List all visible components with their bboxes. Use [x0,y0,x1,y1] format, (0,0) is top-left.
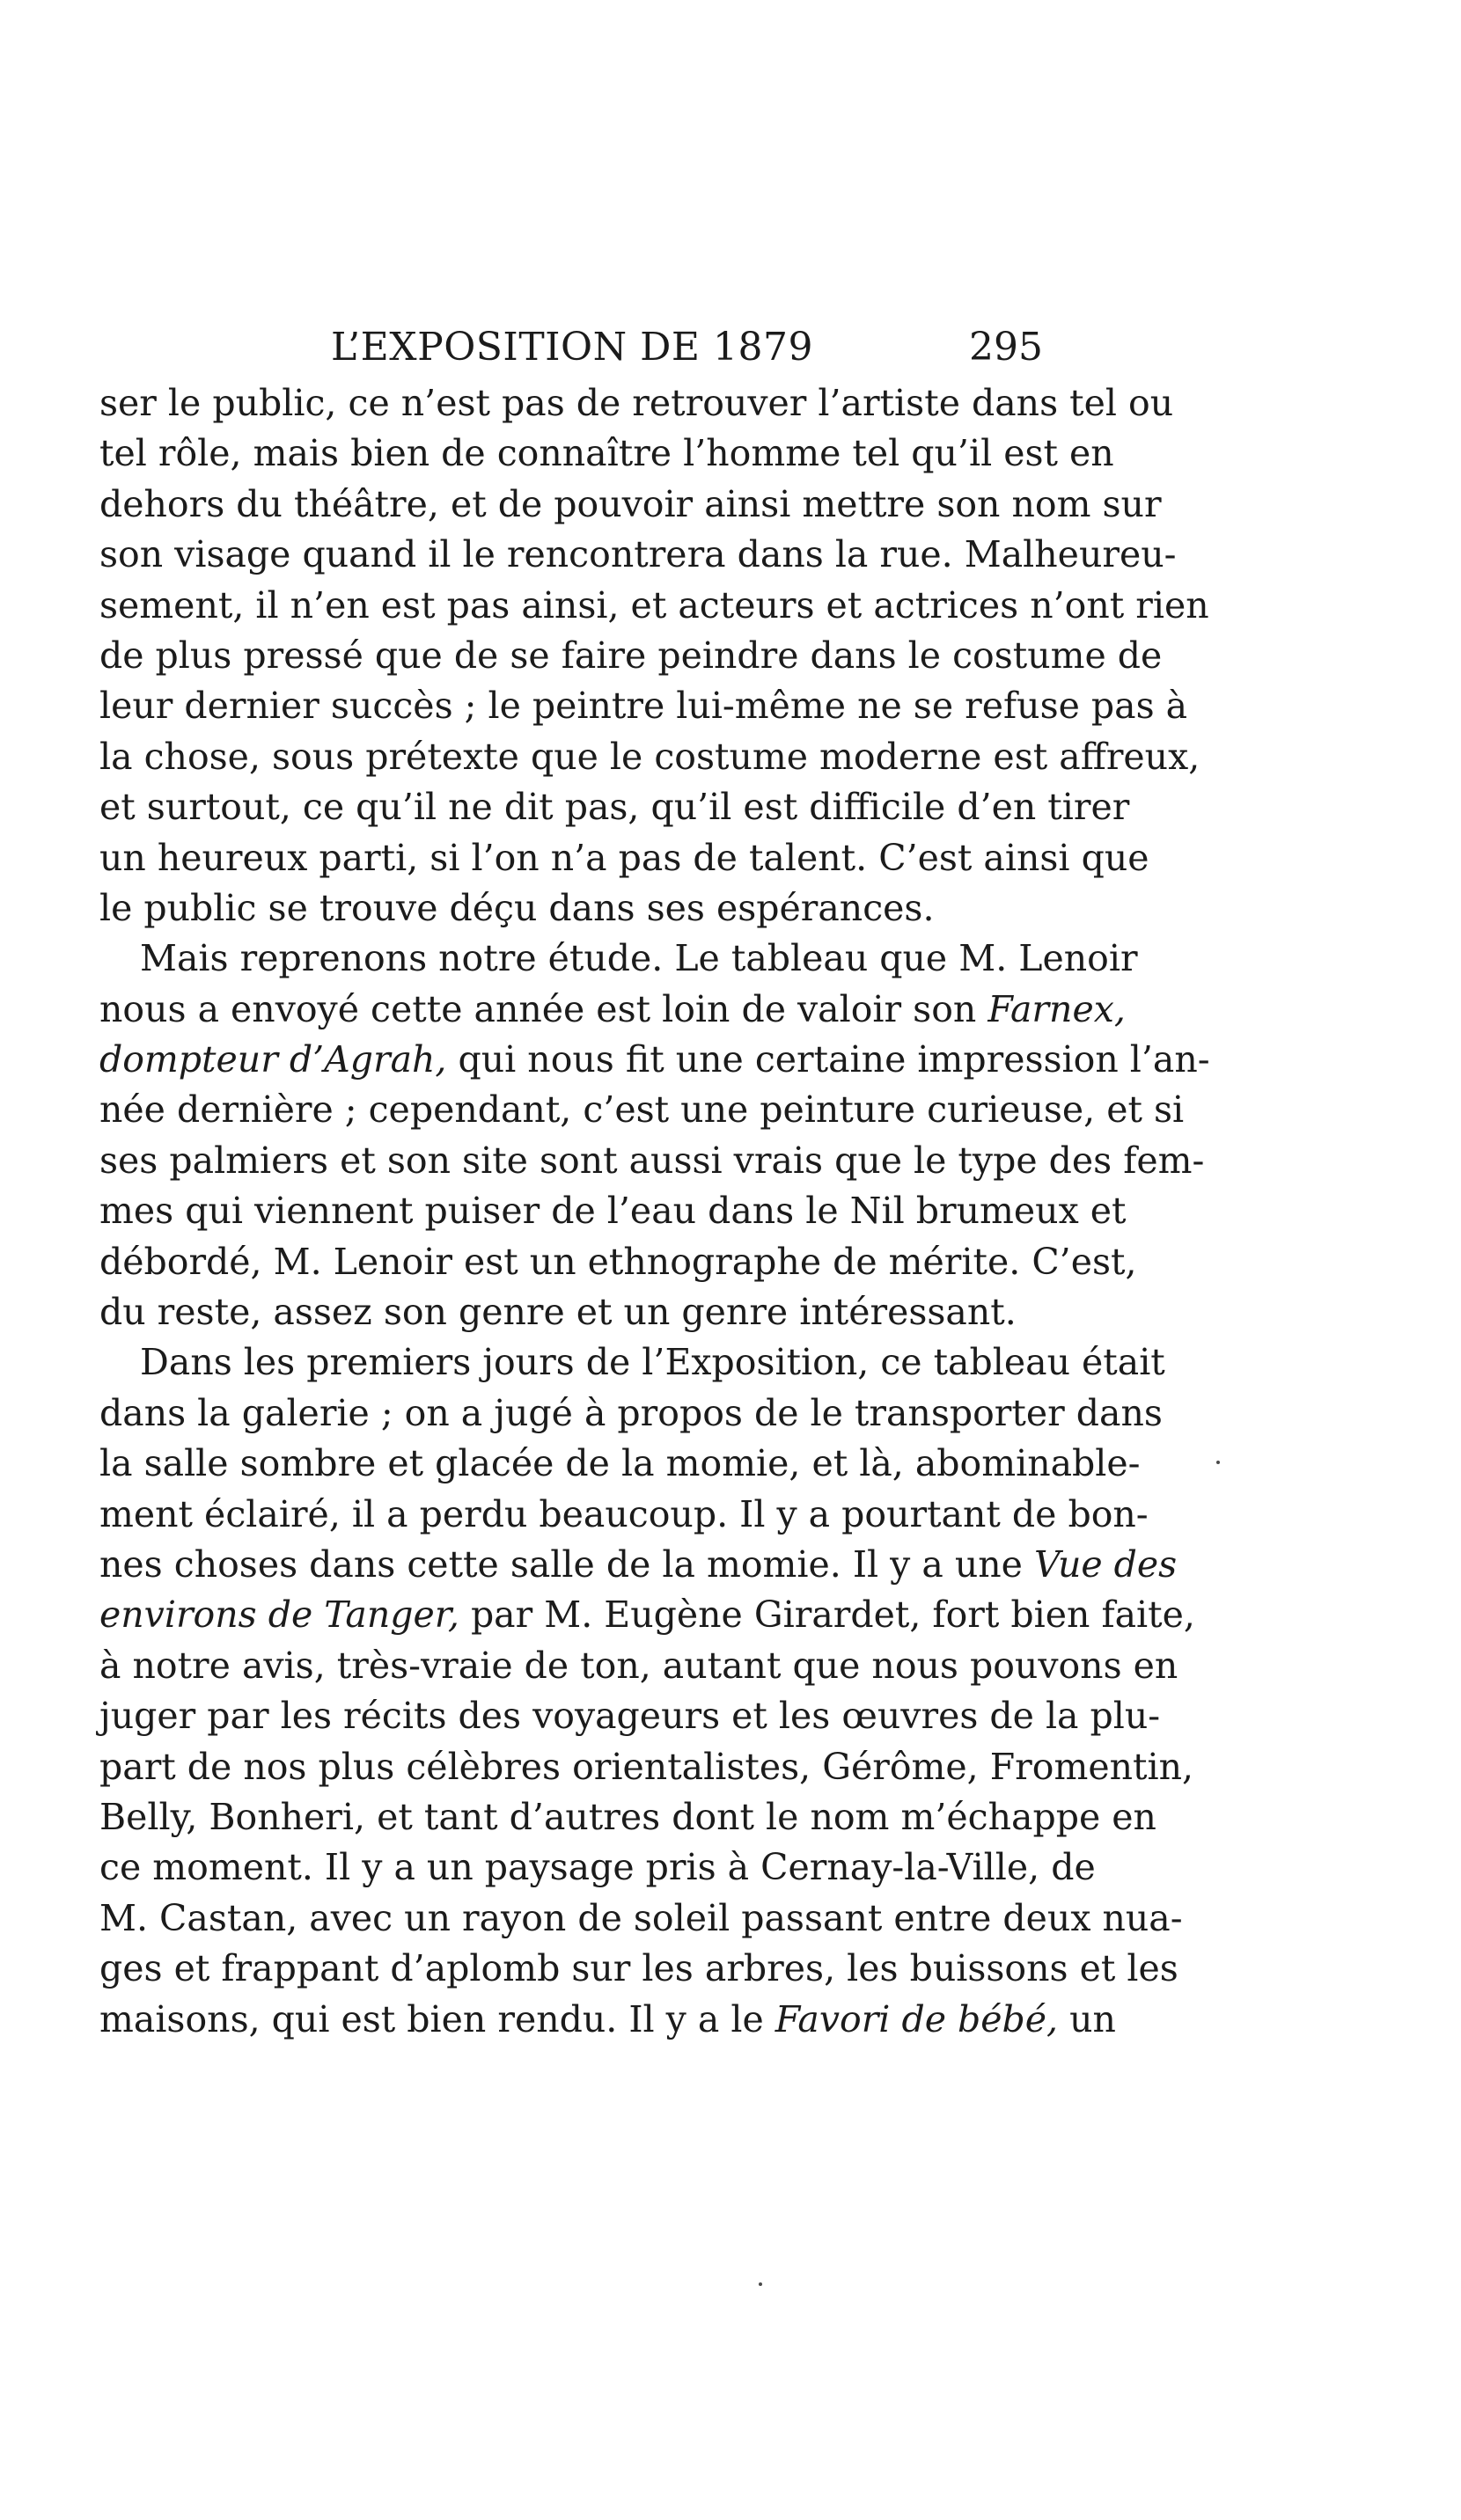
text-line [99,581,1209,631]
text-run: son visage quand il le rencontrera dans la rue. Malheureu- [99,533,1177,576]
text-line [99,1136,1205,1186]
text-line [99,1540,1178,1590]
italic-title: Vue des [1033,1542,1178,1586]
text-line [99,1085,1185,1135]
text-run: part de nos plus célèbres orientalistes, Gérôme, Fromentin, [99,1745,1194,1788]
text-run: ce moment. Il y a un paysage pris à Cernay-la-Ville, de [99,1846,1096,1889]
text-line [99,883,1041,934]
text-line [99,1439,1141,1489]
text-run: dehors du théâtre, et de pouvoir ainsi mettre son nom sur [99,482,1162,525]
text-line [99,1944,1178,1994]
text-run: du reste, assez son genre et un genre intéressant. [99,1291,1017,1334]
text-line [99,1691,1161,1741]
text-run: ges et frappant d’aplomb sur les arbres, les buissons et les [99,1947,1178,1990]
text-run: nous a envoyé cette année est loin de valoir son [99,987,988,1030]
text-run: leur dernier succès ; le peintre lui-même ne se refuse pas à [99,685,1188,728]
page-header [101,321,1043,374]
italic-title: Farnex, [987,987,1126,1030]
text-run: de plus pressé que de se faire peindre dans le costume de [99,634,1163,677]
text-run: qui nous fit une certaine impression l’an- [446,1038,1210,1081]
text-run: le public se trouve déçu dans ses espérances. [99,886,935,929]
text-run: juger par les récits des voyageurs et les œuvres de la plu- [99,1695,1161,1738]
text-line [99,480,1162,530]
text-run: débordé, M. Lenoir est un ethnographe de mérite. C’est, [99,1240,1137,1283]
text-line [99,631,1163,681]
text-line [99,1742,1194,1792]
text-run: maisons, qui est bien rendu. Il y a le [99,1997,775,2040]
text-line [99,1641,1178,1691]
text-line [99,1894,1183,1944]
text-run: ser le public, ce n’est pas de retrouver l’artiste dans tel ou [99,382,1174,424]
italic-title: environs de Tanger, [99,1593,459,1637]
text-run: la salle sombre et glacée de la momie, et là, abominable- [99,1442,1141,1485]
text-line [99,985,1126,1035]
text-run: ment éclairé, il a perdu beaucoup. Il y a pourtant de bon- [99,1492,1149,1535]
text-run: ses palmiers et son site sont aussi vrais que le type des fem- [99,1139,1205,1182]
italic-title: Favori de bébé, [775,1997,1059,2040]
text-line [99,1995,1116,2045]
text-run: Mais reprenons notre étude. Le tableau que M. Lenoir [140,937,1138,980]
text-line [99,934,1138,984]
text-run: à notre avis, très-vraie de ton, autant que nous pouvons en [99,1644,1178,1687]
text-line [99,732,1200,782]
text-line [99,378,1174,429]
page-number: 295 [969,325,1043,370]
text-line [99,782,1130,832]
text-line [99,833,1149,883]
text-line [99,1337,1165,1388]
text-run: un [1058,1997,1116,2040]
text-line [99,1388,1163,1439]
text-line [99,1237,1137,1287]
paper-speck [759,2282,762,2286]
text-line [99,429,1114,479]
body-text [99,378,1210,2045]
text-line [99,1792,1156,1842]
text-run: M. Castan, avec un rayon de soleil passant entre deux nua- [99,1896,1183,1939]
text-line [99,530,1177,580]
text-run: dans la galerie ; on a jugé à propos de le transporter dans [99,1391,1163,1434]
text-line [99,1287,1041,1337]
text-line [99,1186,1127,1236]
paper-speck [1216,1461,1220,1464]
text-run: mes qui viennent puiser de l’eau dans le Nil brumeux et [99,1190,1127,1233]
text-line [99,1590,1195,1640]
text-run: par M. Eugène Girardet, fort bien faite, [459,1593,1195,1637]
text-run: un heureux parti, si l’on n’a pas de talent. C’est ainsi que [99,836,1149,879]
text-run: nes choses dans cette salle de la momie. Il y a une [99,1542,1034,1586]
text-run: tel rôle, mais bien de connaître l’homme tel qu’il est en [99,432,1114,475]
italic-title: dompteur d’Agrah, [99,1038,447,1081]
text-line [99,1490,1149,1540]
running-title: L’EXPOSITION DE 1879 [331,325,813,370]
text-line [99,1035,1210,1085]
text-run: Belly, Bonheri, et tant d’autres dont le nom m’échappe en [99,1795,1156,1838]
text-run: Dans les premiers jours de l’Exposition, ce tableau était [140,1341,1165,1384]
text-run: sement, il n’en est pas ainsi, et acteurs et actrices n’ont rien [99,583,1209,626]
text-run: née dernière ; cependant, c’est une peinture curieuse, et si [99,1088,1185,1132]
text-run: et surtout, ce qu’il ne dit pas, qu’il est difficile d’en tirer [99,786,1130,829]
text-line [99,1842,1096,1893]
text-line [99,681,1188,731]
text-run: la chose, sous prétexte que le costume moderne est affreux, [99,735,1200,778]
